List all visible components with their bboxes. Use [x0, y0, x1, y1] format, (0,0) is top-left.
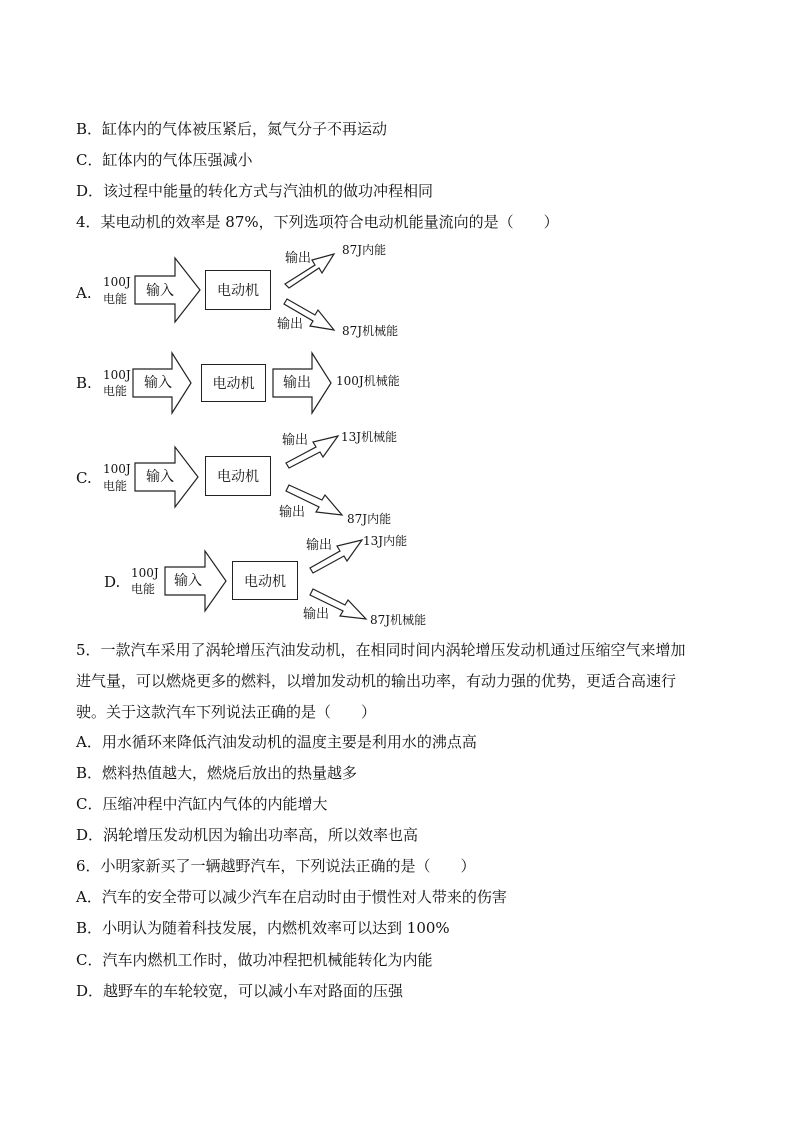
q4-stem: 4．某电动机的效率是 87%，下列选项符合电动机能量流向的是（ ）	[76, 213, 559, 231]
q4-c-out2-label: 输出	[279, 505, 306, 520]
q6-stem: 6．小明家新买了一辆越野汽车，下列说法正确的是（ ）	[76, 857, 476, 875]
q3-option-d: D．该过程中能量的转化方式与汽油机的做功冲程相同	[76, 182, 434, 200]
q4-d-out2-value: 87J机械能	[370, 613, 427, 627]
q6-option-c: C．汽车内燃机工作时，做功冲程把机械能转化为内能	[76, 951, 433, 969]
q4-a-out2-label: 输出	[277, 317, 304, 332]
q4-d-input-amount: 100J	[131, 566, 159, 580]
q4-b-input-type: 电能	[103, 384, 128, 398]
q4-c-out1-label: 输出	[282, 433, 309, 448]
q4-b-motor-box	[201, 364, 266, 402]
q4-d-motor-box	[232, 561, 298, 600]
q6-option-d: D．越野车的车轮较宽，可以减小车对路面的压强	[76, 982, 404, 1000]
q4-a-out1-label: 输出	[285, 251, 312, 266]
q4-c-letter: C.	[76, 469, 92, 487]
q4-b-motor-label: 电动机	[212, 376, 255, 392]
q5-stem-line2: 进气量，可以燃烧更多的燃料，以增加发动机的输出功率，有动力强的优势，更适合高速行	[76, 672, 677, 690]
q5-option-b: B．燃料热值越大，燃烧后放出的热量越多	[76, 764, 358, 782]
q3-option-c: C．缸体内的气体压强减小	[76, 151, 253, 169]
q5-option-a: A．用水循环来降低汽油发动机的温度主要是利用水的沸点高	[76, 733, 477, 751]
q4-a-out1-value: 87J内能	[342, 243, 387, 257]
q5-option-c: C．压缩冲程中汽缸内气体的内能增大	[76, 795, 328, 813]
q4-d-letter: D.	[104, 573, 121, 591]
q6-option-b: B．小明认为随着科技发展，内燃机效率可以达到 100%	[76, 919, 450, 937]
q5-stem-line1: 5．一款汽车采用了涡轮增压汽油发动机，在相同时间内涡轮增压发动机通过压缩空气来增加	[76, 641, 686, 659]
q3-option-b: B．缸体内的气体被压紧后，氮气分子不再运动	[76, 120, 388, 138]
q5-option-d: D．涡轮增压发动机因为输出功率高，所以效率也高	[76, 826, 419, 844]
q4-c-input-amount: 100J	[103, 462, 131, 476]
q4-a-input-amount: 100J	[103, 275, 131, 289]
q4-a-motor-box	[205, 270, 271, 310]
q4-b-input-label: 输入	[144, 375, 172, 391]
q4-c-out1-value: 13J机械能	[341, 430, 398, 444]
q4-d-out1-label: 输出	[306, 538, 333, 553]
q4-b-output-value: 100J机械能	[336, 374, 400, 388]
q4-d-motor-label: 电动机	[244, 573, 286, 590]
q4-a-letter: A.	[76, 284, 92, 302]
q4-a-input-type: 电能	[103, 292, 128, 306]
q4-c-motor-box	[205, 456, 271, 496]
q4-d-out1-value: 13J内能	[363, 534, 408, 548]
q4-c-out2-value: 87J内能	[347, 512, 392, 526]
q4-a-motor-label: 电动机	[217, 283, 259, 299]
q4-d-input-label: 输入	[174, 573, 202, 589]
q4-a-input-label: 输入	[146, 283, 174, 299]
q4-c-input-type: 电能	[103, 479, 128, 493]
q4-b-input-amount: 100J	[103, 368, 131, 382]
q4-b-output-label: 输出	[283, 375, 311, 391]
q4-c-motor-label: 电动机	[217, 469, 259, 485]
q4-d-out2-label: 输出	[303, 607, 330, 622]
q4-b-letter: B.	[76, 374, 92, 392]
q4-a-out2-value: 87J机械能	[342, 324, 399, 338]
q5-stem-line3: 驶。关于这款汽车下列说法正确的是（ ）	[76, 703, 377, 721]
q6-option-a: A．汽车的安全带可以减少汽车在启动时由于惯性对人带来的伤害	[76, 888, 507, 906]
q4-d-input-type: 电能	[131, 582, 156, 596]
q4-c-input-label: 输入	[146, 469, 174, 485]
